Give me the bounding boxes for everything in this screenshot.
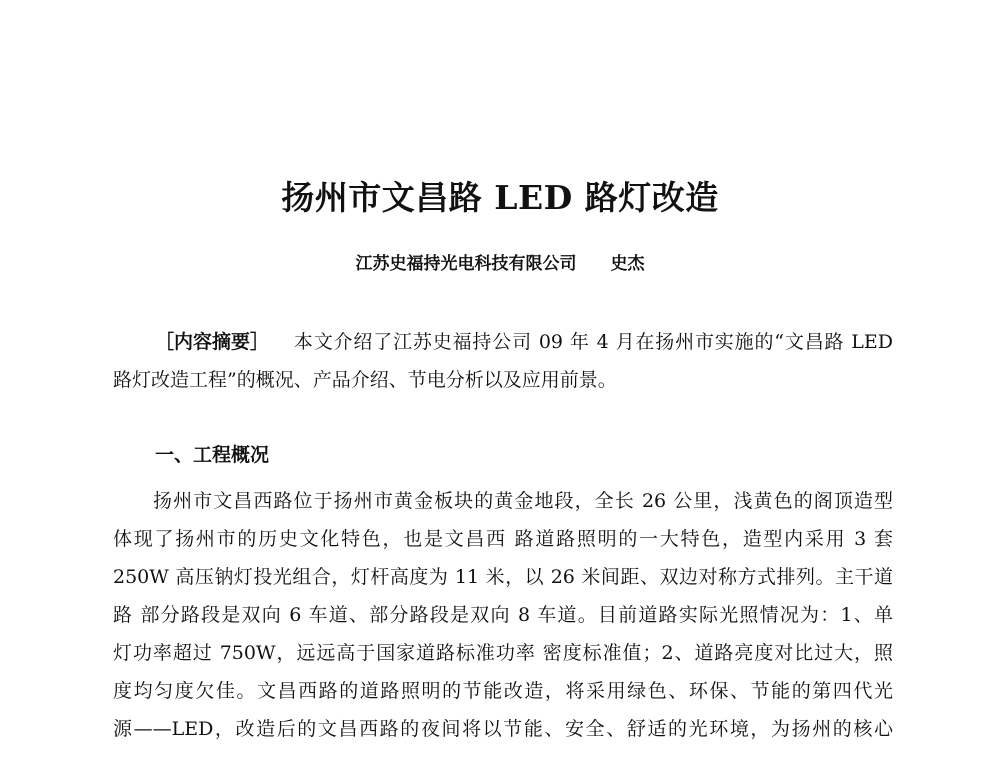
byline	[0, 251, 1000, 277]
document-title: 扬州市文昌路 LED 路灯改造	[281, 178, 719, 217]
body-line: 250W 高压钠灯投光组合，灯杆高度为 11 米，以 26 米间距、双边对称方式排列。主干道	[113, 566, 893, 588]
abstract-text-line-2: 路灯改造工程”的概况、产品介绍、节电分析以及应用前景。	[113, 369, 617, 391]
body-line: 路 部分路段是双向 6 车道、部分路段是双向 8 车道。目前道路实际光照情况为：1、单	[113, 604, 893, 626]
abstract	[113, 322, 893, 400]
author-name: 史杰	[610, 254, 645, 274]
body-line: 扬州市文昌西路位于扬州市黄金板块的黄金地段，全长 26 公里，浅黄色的阁顶造型	[153, 490, 893, 512]
body-line: 体现了扬州市的历史文化特色，也是文昌西 路道路照明的一大特色，造型内采用 3 套	[113, 528, 893, 550]
section-heading: 一、工程概况	[155, 444, 270, 466]
body-line: 度均匀度欠佳。文昌西路的道路照明的节能改造，将采用绿色、环保、节能的第四代光	[113, 680, 893, 702]
abstract-text-line-1: 本文介绍了江苏史福持公司 09 年 4 月在扬州市实施的“文昌路 LED	[293, 331, 893, 353]
company-name: 江苏史福持光电科技有限公司	[355, 254, 577, 274]
section-body	[113, 482, 893, 748]
body-line: 源——LED，改造后的文昌西路的夜间将以节能、安全、舒适的光环境，为扬州的核心	[113, 718, 893, 740]
abstract-label: ［内容摘要］	[155, 331, 270, 353]
body-line: 灯功率超过 750W，远远高于国家道路标准功率 密度标准值；2、道路亮度对比过大，照	[113, 642, 893, 664]
